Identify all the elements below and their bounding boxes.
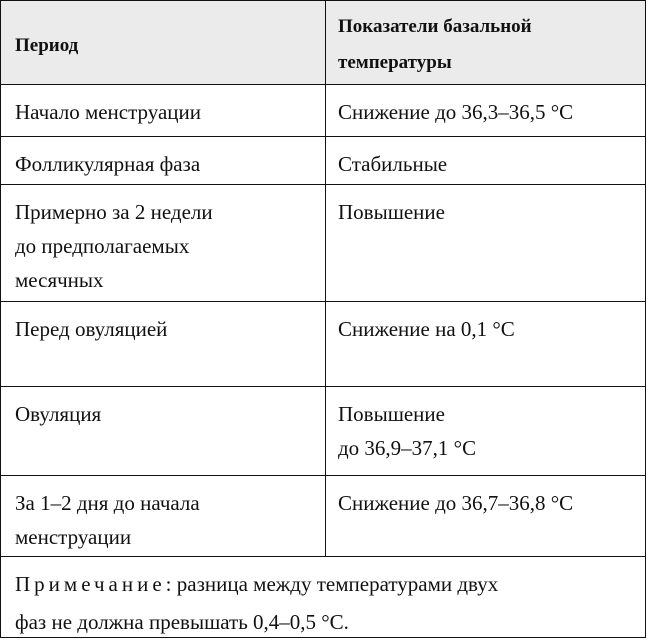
period-cell: Фолликулярная фаза: [1, 137, 326, 184]
period-line: менструации: [15, 525, 132, 549]
header-indicator-line1: Показатели базальной: [338, 16, 532, 37]
note-line2: фаз не должна превышать 0,4–0,5 °C.: [15, 610, 349, 634]
indicator-line: Повышение: [338, 402, 445, 426]
table-row: [1, 137, 645, 185]
period-cell: Начало менструации: [1, 85, 326, 136]
indicator-cell: Стабильные: [338, 152, 448, 176]
table-row: [1, 476, 645, 557]
indicator-cell: Снижение до 36,7–36,8 °C: [338, 491, 574, 515]
header-indicator-line2: температуры: [338, 52, 452, 73]
note-text: разница между температурами двух: [176, 572, 499, 596]
table-row: [1, 85, 645, 137]
header-period: Период: [1, 1, 326, 84]
note-label: Примечание: [15, 572, 166, 596]
table-row: [1, 387, 645, 476]
header-indicator: [326, 1, 645, 84]
period-line: до предполагаемых: [15, 234, 190, 258]
indicator-cell: Повышение: [338, 200, 445, 224]
period-line: Примерно за 2 недели: [15, 200, 213, 224]
indicator-cell: [326, 387, 645, 475]
table-header-row: [1, 1, 645, 85]
table-note: [1, 557, 645, 637]
indicator-cell: Снижение до 36,3–36,5 °C: [338, 100, 574, 124]
period-line: За 1–2 дня до начала: [15, 491, 200, 515]
table-row: [1, 185, 645, 302]
period-line: месячных: [15, 268, 104, 292]
table-row: [1, 302, 645, 387]
period-cell: Овуляция: [1, 387, 326, 475]
note-separator: :: [165, 572, 177, 596]
indicator-cell: Снижение на 0,1 °C: [338, 317, 515, 341]
note-line1: [15, 565, 631, 603]
period-cell: [1, 476, 326, 556]
period-cell: [1, 185, 326, 301]
indicator-line: до 36,9–37,1 °C: [338, 436, 477, 460]
period-cell: Перед овуляцией: [1, 302, 326, 386]
